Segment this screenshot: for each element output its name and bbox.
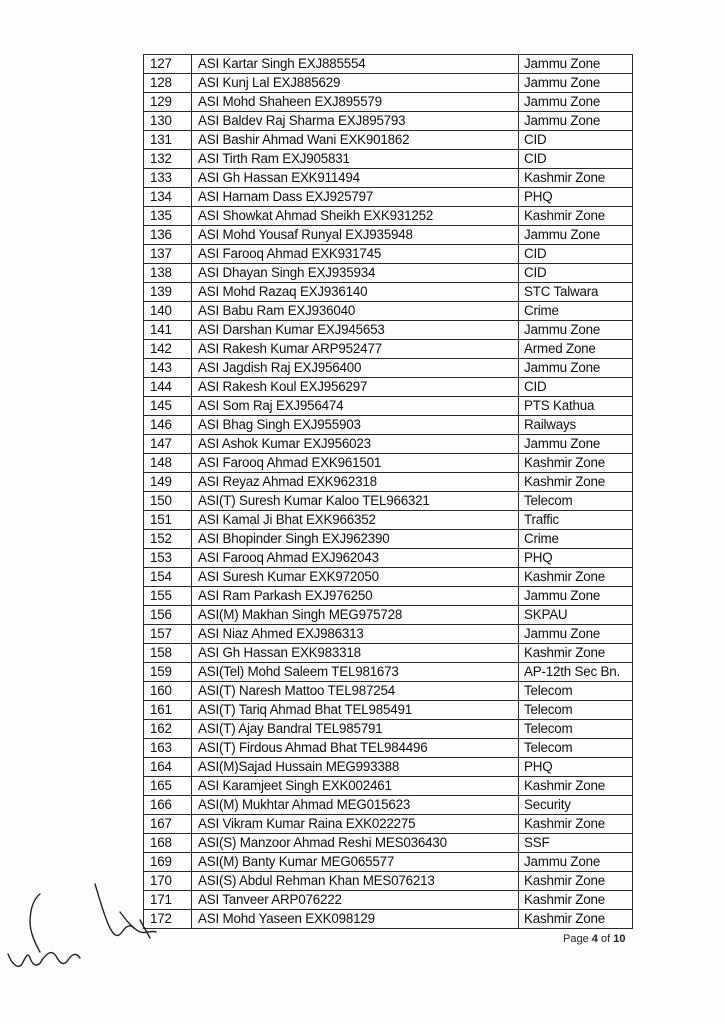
table-row — [144, 663, 633, 682]
name-cell: ASI Harnam Dass EXJ925797 — [192, 188, 519, 207]
unit-cell: Jammu Zone — [519, 625, 633, 644]
name-cell: ASI Rakesh Kumar ARP952477 — [192, 340, 519, 359]
unit-cell: STC Talwara — [519, 283, 633, 302]
unit-cell: Jammu Zone — [519, 226, 633, 245]
unit-cell: PHQ — [519, 188, 633, 207]
table-row — [144, 55, 633, 74]
serial-number-cell: 159 — [144, 663, 192, 682]
table-row — [144, 283, 633, 302]
serial-number-cell: 149 — [144, 473, 192, 492]
serial-number-cell: 145 — [144, 397, 192, 416]
name-cell: ASI Suresh Kumar EXK972050 — [192, 568, 519, 587]
table-row — [144, 549, 633, 568]
name-cell: ASI(T) Naresh Mattoo TEL987254 — [192, 682, 519, 701]
serial-number-cell: 140 — [144, 302, 192, 321]
table-row — [144, 397, 633, 416]
table-row — [144, 606, 633, 625]
serial-number-cell: 142 — [144, 340, 192, 359]
serial-number-cell: 163 — [144, 739, 192, 758]
unit-cell: Jammu Zone — [519, 112, 633, 131]
name-cell: ASI(M) Banty Kumar MEG065577 — [192, 853, 519, 872]
unit-cell: Armed Zone — [519, 340, 633, 359]
handwritten-signature — [0, 872, 180, 982]
name-cell: ASI(T) Firdous Ahmad Bhat TEL984496 — [192, 739, 519, 758]
name-cell: ASI(M) Mukhtar Ahmad MEG015623 — [192, 796, 519, 815]
unit-cell: Kashmir Zone — [519, 207, 633, 226]
name-cell: ASI Kunj Lal EXJ885629 — [192, 74, 519, 93]
unit-cell: Traffic — [519, 511, 633, 530]
serial-number-cell: 135 — [144, 207, 192, 226]
unit-cell: SSF — [519, 834, 633, 853]
serial-number-cell: 157 — [144, 625, 192, 644]
name-cell: ASI Darshan Kumar EXJ945653 — [192, 321, 519, 340]
table-row — [144, 568, 633, 587]
unit-cell: Jammu Zone — [519, 435, 633, 454]
table-row — [144, 834, 633, 853]
table-row — [144, 587, 633, 606]
name-cell: ASI Bashir Ahmad Wani EXK901862 — [192, 131, 519, 150]
serial-number-cell: 166 — [144, 796, 192, 815]
unit-cell: CID — [519, 378, 633, 397]
table-row — [144, 720, 633, 739]
table-row — [144, 701, 633, 720]
serial-number-cell: 150 — [144, 492, 192, 511]
unit-cell: Jammu Zone — [519, 853, 633, 872]
unit-cell: Jammu Zone — [519, 74, 633, 93]
serial-number-cell: 152 — [144, 530, 192, 549]
name-cell: ASI Vikram Kumar Raina EXK022275 — [192, 815, 519, 834]
serial-number-cell: 171 — [144, 891, 192, 910]
table-row — [144, 682, 633, 701]
table-row — [144, 131, 633, 150]
serial-number-cell: 153 — [144, 549, 192, 568]
name-cell: ASI Niaz Ahmed EXJ986313 — [192, 625, 519, 644]
table-row — [144, 530, 633, 549]
unit-cell: Kashmir Zone — [519, 454, 633, 473]
name-cell: ASI(M) Makhan Singh MEG975728 — [192, 606, 519, 625]
unit-cell: Kashmir Zone — [519, 644, 633, 663]
unit-cell: Telecom — [519, 492, 633, 511]
table-row — [144, 473, 633, 492]
unit-cell: Kashmir Zone — [519, 815, 633, 834]
unit-cell: Jammu Zone — [519, 321, 633, 340]
serial-number-cell: 162 — [144, 720, 192, 739]
personnel-table-body — [144, 55, 633, 929]
page-number — [563, 933, 625, 945]
table-row — [144, 454, 633, 473]
name-cell: ASI Mohd Shaheen EXJ895579 — [192, 93, 519, 112]
name-cell: ASI(S) Manzoor Ahmad Reshi MES036430 — [192, 834, 519, 853]
unit-cell: PHQ — [519, 758, 633, 777]
table-row — [144, 435, 633, 454]
name-cell: ASI Kartar Singh EXJ885554 — [192, 55, 519, 74]
name-cell: ASI Showkat Ahmad Sheikh EXK931252 — [192, 207, 519, 226]
unit-cell: Telecom — [519, 720, 633, 739]
serial-number-cell: 132 — [144, 150, 192, 169]
table-row — [144, 340, 633, 359]
serial-number-cell: 151 — [144, 511, 192, 530]
name-cell: ASI Babu Ram EXJ936040 — [192, 302, 519, 321]
serial-number-cell: 158 — [144, 644, 192, 663]
serial-number-cell: 160 — [144, 682, 192, 701]
name-cell: ASI Mohd Razaq EXJ936140 — [192, 283, 519, 302]
serial-number-cell: 156 — [144, 606, 192, 625]
table-row — [144, 188, 633, 207]
name-cell: ASI Karamjeet Singh EXK002461 — [192, 777, 519, 796]
table-row — [144, 378, 633, 397]
unit-cell: Kashmir Zone — [519, 169, 633, 188]
name-cell: ASI Ram Parkash EXJ976250 — [192, 587, 519, 606]
serial-number-cell: 141 — [144, 321, 192, 340]
serial-number-cell: 139 — [144, 283, 192, 302]
table-row — [144, 416, 633, 435]
serial-number-cell: 161 — [144, 701, 192, 720]
table-row — [144, 169, 633, 188]
table-row — [144, 492, 633, 511]
serial-number-cell: 147 — [144, 435, 192, 454]
unit-cell: Kashmir Zone — [519, 910, 633, 929]
table-row — [144, 853, 633, 872]
table-row — [144, 872, 633, 891]
name-cell: ASI Gh Hassan EXK983318 — [192, 644, 519, 663]
serial-number-cell: 155 — [144, 587, 192, 606]
name-cell: ASI(Tel) Mohd Saleem TEL981673 — [192, 663, 519, 682]
name-cell: ASI Jagdish Raj EXJ956400 — [192, 359, 519, 378]
serial-number-cell: 170 — [144, 872, 192, 891]
serial-number-cell: 165 — [144, 777, 192, 796]
name-cell: ASI(M)Sajad Hussain MEG993388 — [192, 758, 519, 777]
page-label: Page — [563, 933, 589, 945]
name-cell: ASI Som Raj EXJ956474 — [192, 397, 519, 416]
serial-number-cell: 167 — [144, 815, 192, 834]
unit-cell: Crime — [519, 530, 633, 549]
serial-number-cell: 143 — [144, 359, 192, 378]
table-row — [144, 245, 633, 264]
page-total: 10 — [613, 933, 626, 945]
serial-number-cell: 137 — [144, 245, 192, 264]
name-cell: ASI(T) Ajay Bandral TEL985791 — [192, 720, 519, 739]
unit-cell: Jammu Zone — [519, 587, 633, 606]
page-of-label: of — [600, 933, 611, 945]
serial-number-cell: 130 — [144, 112, 192, 131]
unit-cell: Jammu Zone — [519, 359, 633, 378]
table-row — [144, 796, 633, 815]
table-row — [144, 226, 633, 245]
name-cell: ASI Farooq Ahmad EXK961501 — [192, 454, 519, 473]
personnel-table — [143, 54, 633, 929]
unit-cell: Kashmir Zone — [519, 777, 633, 796]
name-cell: ASI Gh Hassan EXK911494 — [192, 169, 519, 188]
table-row — [144, 891, 633, 910]
unit-cell: Security — [519, 796, 633, 815]
serial-number-cell: 148 — [144, 454, 192, 473]
unit-cell: Jammu Zone — [519, 93, 633, 112]
table-row — [144, 74, 633, 93]
unit-cell: CID — [519, 131, 633, 150]
serial-number-cell: 168 — [144, 834, 192, 853]
table-row — [144, 150, 633, 169]
name-cell: ASI Reyaz Ahmad EXK962318 — [192, 473, 519, 492]
unit-cell: PHQ — [519, 549, 633, 568]
name-cell: ASI Mohd Yaseen EXK098129 — [192, 910, 519, 929]
serial-number-cell: 146 — [144, 416, 192, 435]
name-cell: ASI Tanveer ARP076222 — [192, 891, 519, 910]
table-row — [144, 359, 633, 378]
serial-number-cell: 154 — [144, 568, 192, 587]
table-row — [144, 93, 633, 112]
unit-cell: PTS Kathua — [519, 397, 633, 416]
unit-cell: Crime — [519, 302, 633, 321]
unit-cell: Kashmir Zone — [519, 891, 633, 910]
unit-cell: SKPAU — [519, 606, 633, 625]
table-row — [144, 777, 633, 796]
unit-cell: CID — [519, 245, 633, 264]
unit-cell: Telecom — [519, 739, 633, 758]
serial-number-cell: 169 — [144, 853, 192, 872]
name-cell: ASI(T) Suresh Kumar Kaloo TEL966321 — [192, 492, 519, 511]
unit-cell: Kashmir Zone — [519, 473, 633, 492]
unit-cell: Kashmir Zone — [519, 872, 633, 891]
serial-number-cell: 133 — [144, 169, 192, 188]
unit-cell: Railways — [519, 416, 633, 435]
unit-cell: CID — [519, 150, 633, 169]
table-row — [144, 739, 633, 758]
serial-number-cell: 131 — [144, 131, 192, 150]
name-cell: ASI Farooq Ahmad EXJ962043 — [192, 549, 519, 568]
name-cell: ASI Baldev Raj Sharma EXJ895793 — [192, 112, 519, 131]
table-row — [144, 264, 633, 283]
serial-number-cell: 128 — [144, 74, 192, 93]
table-row — [144, 207, 633, 226]
name-cell: ASI Ashok Kumar EXJ956023 — [192, 435, 519, 454]
table-row — [144, 758, 633, 777]
page-current: 4 — [591, 933, 598, 945]
serial-number-cell: 136 — [144, 226, 192, 245]
table-row — [144, 910, 633, 929]
serial-number-cell: 138 — [144, 264, 192, 283]
name-cell: ASI Kamal Ji Bhat EXK966352 — [192, 511, 519, 530]
serial-number-cell: 129 — [144, 93, 192, 112]
unit-cell: Telecom — [519, 701, 633, 720]
name-cell: ASI Rakesh Koul EXJ956297 — [192, 378, 519, 397]
unit-cell: Telecom — [519, 682, 633, 701]
unit-cell: AP-12th Sec Bn. — [519, 663, 633, 682]
name-cell: ASI Bhag Singh EXJ955903 — [192, 416, 519, 435]
unit-cell: CID — [519, 264, 633, 283]
name-cell: ASI Mohd Yousaf Runyal EXJ935948 — [192, 226, 519, 245]
name-cell: ASI Farooq Ahmad EXK931745 — [192, 245, 519, 264]
serial-number-cell: 172 — [144, 910, 192, 929]
table-row — [144, 815, 633, 834]
serial-number-cell: 127 — [144, 55, 192, 74]
name-cell: ASI Bhopinder Singh EXJ962390 — [192, 530, 519, 549]
table-row — [144, 511, 633, 530]
table-row — [144, 112, 633, 131]
table-row — [144, 625, 633, 644]
table-row — [144, 321, 633, 340]
serial-number-cell: 144 — [144, 378, 192, 397]
table-row — [144, 302, 633, 321]
table-row — [144, 644, 633, 663]
name-cell: ASI Dhayan Singh EXJ935934 — [192, 264, 519, 283]
serial-number-cell: 164 — [144, 758, 192, 777]
serial-number-cell: 134 — [144, 188, 192, 207]
name-cell: ASI Tirth Ram EXJ905831 — [192, 150, 519, 169]
unit-cell: Kashmir Zone — [519, 568, 633, 587]
name-cell: ASI(T) Tariq Ahmad Bhat TEL985491 — [192, 701, 519, 720]
unit-cell: Jammu Zone — [519, 55, 633, 74]
name-cell: ASI(S) Abdul Rehman Khan MES076213 — [192, 872, 519, 891]
